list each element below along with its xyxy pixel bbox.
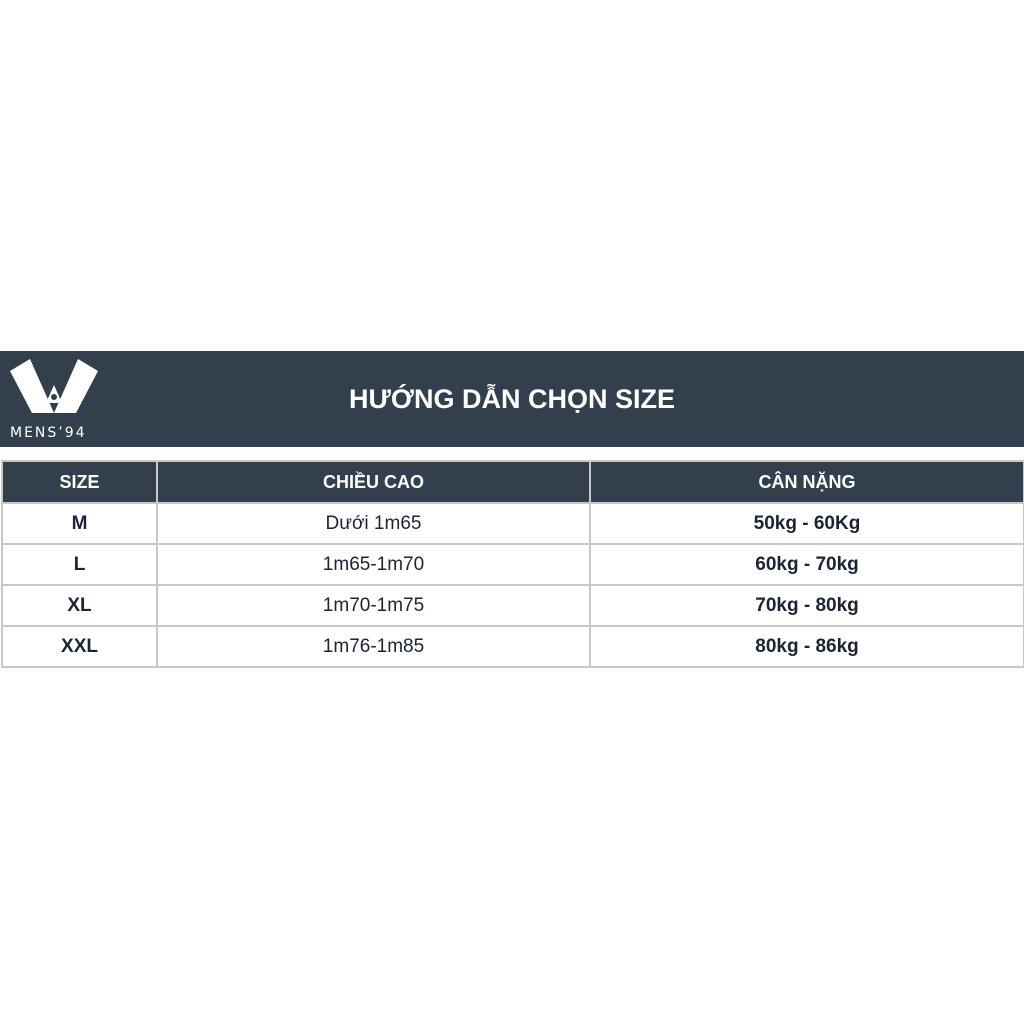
weight-cell: 60kg - 70kg: [590, 544, 1024, 585]
size-cell: M: [2, 503, 157, 544]
table-header-row: [2, 461, 1024, 503]
height-cell: 1m76-1m85: [157, 626, 590, 667]
table-row: [2, 626, 1024, 667]
weight-cell: 50kg - 60Kg: [590, 503, 1024, 544]
size-cell: XXL: [2, 626, 157, 667]
size-chart-table: [1, 460, 1024, 668]
column-header-size: SIZE: [2, 461, 157, 503]
brand-name: MENS’94: [10, 425, 87, 441]
column-header-height: CHIỀU CAO: [157, 461, 590, 503]
table-row: [2, 503, 1024, 544]
header-banner: [0, 351, 1024, 447]
table-row: [2, 544, 1024, 585]
weight-cell: 80kg - 86kg: [590, 626, 1024, 667]
height-cell: 1m70-1m75: [157, 585, 590, 626]
column-header-weight: CÂN NẶNG: [590, 461, 1024, 503]
page-title: HƯỚNG DẪN CHỌN SIZE: [349, 384, 675, 414]
weight-cell: 70kg - 80kg: [590, 585, 1024, 626]
height-cell: 1m65-1m70: [157, 544, 590, 585]
size-cell: XL: [2, 585, 157, 626]
table-row: [2, 585, 1024, 626]
height-cell: Dưới 1m65: [157, 503, 590, 544]
size-cell: L: [2, 544, 157, 585]
